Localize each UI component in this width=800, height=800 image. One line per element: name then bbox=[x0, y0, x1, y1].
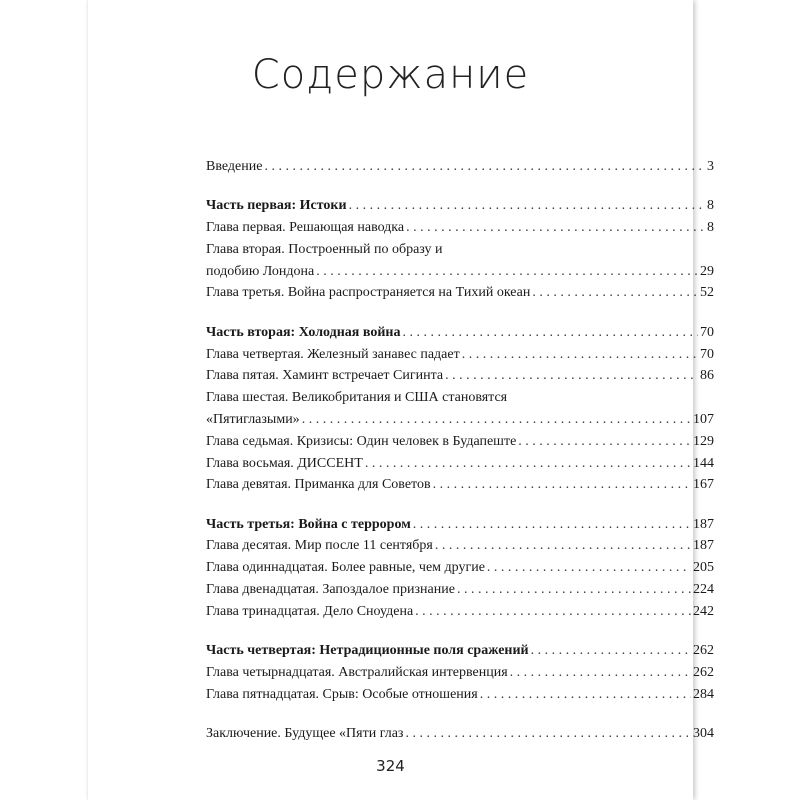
toc-entry-title: Глава восьмая. ДИССЕНТ bbox=[206, 455, 363, 471]
dot-leader bbox=[406, 217, 705, 239]
toc-entry bbox=[206, 474, 714, 496]
dot-leader bbox=[487, 557, 691, 579]
toc-entry bbox=[206, 579, 714, 601]
toc-page-number: 262 bbox=[693, 664, 714, 680]
toc-page-number: 70 bbox=[700, 346, 714, 362]
toc-entry bbox=[206, 156, 714, 178]
toc-entry bbox=[206, 282, 714, 304]
toc-section bbox=[206, 514, 714, 623]
toc-entry bbox=[206, 723, 714, 745]
toc-entry-title: Заключение. Будущее «Пяти глаз bbox=[206, 726, 404, 742]
dot-leader bbox=[264, 156, 705, 178]
toc-page-number: 167 bbox=[693, 477, 714, 493]
toc-entry-title: Глава одиннадцатая. Более равные, чем другие bbox=[206, 560, 485, 576]
toc-section bbox=[206, 723, 714, 745]
page-title: Содержание bbox=[251, 52, 530, 98]
toc-page-number: 29 bbox=[700, 263, 714, 279]
toc-entry-title: Глава пятая. Хаминт встречает Сигинта bbox=[206, 368, 444, 384]
toc-page-number: 70 bbox=[700, 324, 714, 340]
toc-page-number: 224 bbox=[693, 582, 714, 598]
dot-leader bbox=[518, 431, 691, 453]
dot-leader bbox=[457, 579, 691, 601]
toc-page-number: 187 bbox=[693, 538, 714, 554]
toc-entry-title: Глава двенадцатая. Запоздалое признание bbox=[206, 582, 455, 598]
dot-leader bbox=[349, 195, 705, 217]
toc-section bbox=[206, 195, 714, 304]
toc-entry bbox=[206, 601, 714, 623]
dot-leader bbox=[302, 409, 691, 431]
dot-leader bbox=[510, 662, 691, 684]
toc-entry bbox=[206, 514, 714, 536]
toc-entry bbox=[206, 453, 714, 475]
toc-entry-title: Введение bbox=[206, 159, 263, 174]
toc-page-number: 187 bbox=[693, 516, 714, 532]
toc-page-number: 129 bbox=[693, 433, 714, 449]
toc-entry bbox=[206, 684, 714, 706]
toc-entry-title: Часть вторая: Холодная война bbox=[206, 324, 401, 340]
dot-leader bbox=[316, 261, 698, 283]
toc-entry bbox=[206, 322, 714, 344]
dot-leader bbox=[405, 723, 691, 745]
dot-leader bbox=[433, 474, 691, 496]
toc-page-number: 304 bbox=[693, 726, 714, 742]
dot-leader bbox=[445, 365, 698, 387]
toc-entry-line bbox=[206, 239, 714, 261]
toc-entry-title: Глава десятая. Мир после 11 сентября bbox=[206, 538, 433, 554]
toc-page-number: 8 bbox=[707, 198, 714, 214]
dot-leader bbox=[415, 601, 691, 623]
toc-section bbox=[206, 640, 714, 705]
toc-page-number: 262 bbox=[693, 643, 714, 659]
toc-entry bbox=[206, 535, 714, 557]
toc-entry bbox=[206, 640, 714, 662]
toc-page-number: 205 bbox=[693, 560, 714, 576]
toc-entry bbox=[206, 431, 714, 453]
dot-leader bbox=[531, 640, 691, 662]
toc-entry bbox=[206, 261, 714, 283]
toc-entry-title-continued: «Пятиглазыми» bbox=[206, 411, 300, 427]
toc-entry-title: Глава четвертая. Железный занавес падает bbox=[206, 346, 460, 362]
toc-section bbox=[206, 156, 714, 178]
toc-entry bbox=[206, 344, 714, 366]
toc-entry-title: Глава вторая. Построенный по образу и bbox=[206, 241, 443, 257]
toc-section bbox=[206, 322, 714, 496]
toc-entry-title: Часть первая: Истоки bbox=[206, 198, 347, 214]
toc-entry-title: Глава седьмая. Кризисы: Один человек в Будапеште bbox=[206, 433, 517, 449]
toc-entry bbox=[206, 365, 714, 387]
toc-entry bbox=[206, 195, 714, 217]
toc-page-number: 144 bbox=[693, 455, 714, 471]
toc-entry-title: Глава шестая. Великобритания и США становятся bbox=[206, 390, 508, 406]
toc-entry bbox=[206, 662, 714, 684]
dot-leader bbox=[480, 684, 691, 706]
book-page bbox=[88, 0, 714, 800]
toc-entry-title: Глава девятая. Приманка для Советов bbox=[206, 477, 431, 493]
page-number: 324 bbox=[376, 757, 405, 775]
toc-entry-title: Глава четырнадцатая. Австралийская интервенция bbox=[206, 664, 508, 680]
toc-entry-title: Глава третья. Война распространяется на Тихий океан bbox=[206, 285, 531, 301]
toc-entry-line bbox=[206, 387, 714, 409]
toc-entry bbox=[206, 217, 714, 239]
toc-entry-title: Глава пятнадцатая. Срыв: Особые отношения bbox=[206, 686, 478, 702]
dot-leader bbox=[413, 514, 691, 536]
toc-entry-title: Часть третья: Война с террором bbox=[206, 516, 411, 532]
toc-page-number: 86 bbox=[700, 368, 714, 384]
dot-leader bbox=[365, 453, 691, 475]
toc-entry-title: Глава тринадцатая. Дело Сноудена bbox=[206, 603, 414, 619]
table-of-contents bbox=[206, 156, 714, 762]
toc-page-number: 107 bbox=[693, 411, 714, 427]
toc-entry-title: Глава первая. Решающая наводка bbox=[206, 220, 405, 236]
toc-page-number: 284 bbox=[693, 686, 714, 702]
toc-page-number: 52 bbox=[700, 285, 714, 301]
dot-leader bbox=[532, 282, 698, 304]
toc-entry bbox=[206, 557, 714, 579]
dot-leader bbox=[462, 344, 698, 366]
toc-entry-title-continued: подобию Лондона bbox=[206, 263, 315, 279]
toc-page-number: 3 bbox=[707, 159, 714, 174]
toc-page-number: 8 bbox=[707, 220, 714, 236]
toc-page-number: 242 bbox=[693, 603, 714, 619]
toc-entry bbox=[206, 409, 714, 431]
dot-leader bbox=[435, 535, 691, 557]
dot-leader bbox=[402, 322, 698, 344]
toc-entry-title: Часть четвертая: Нетрадиционные поля сражений bbox=[206, 643, 529, 659]
